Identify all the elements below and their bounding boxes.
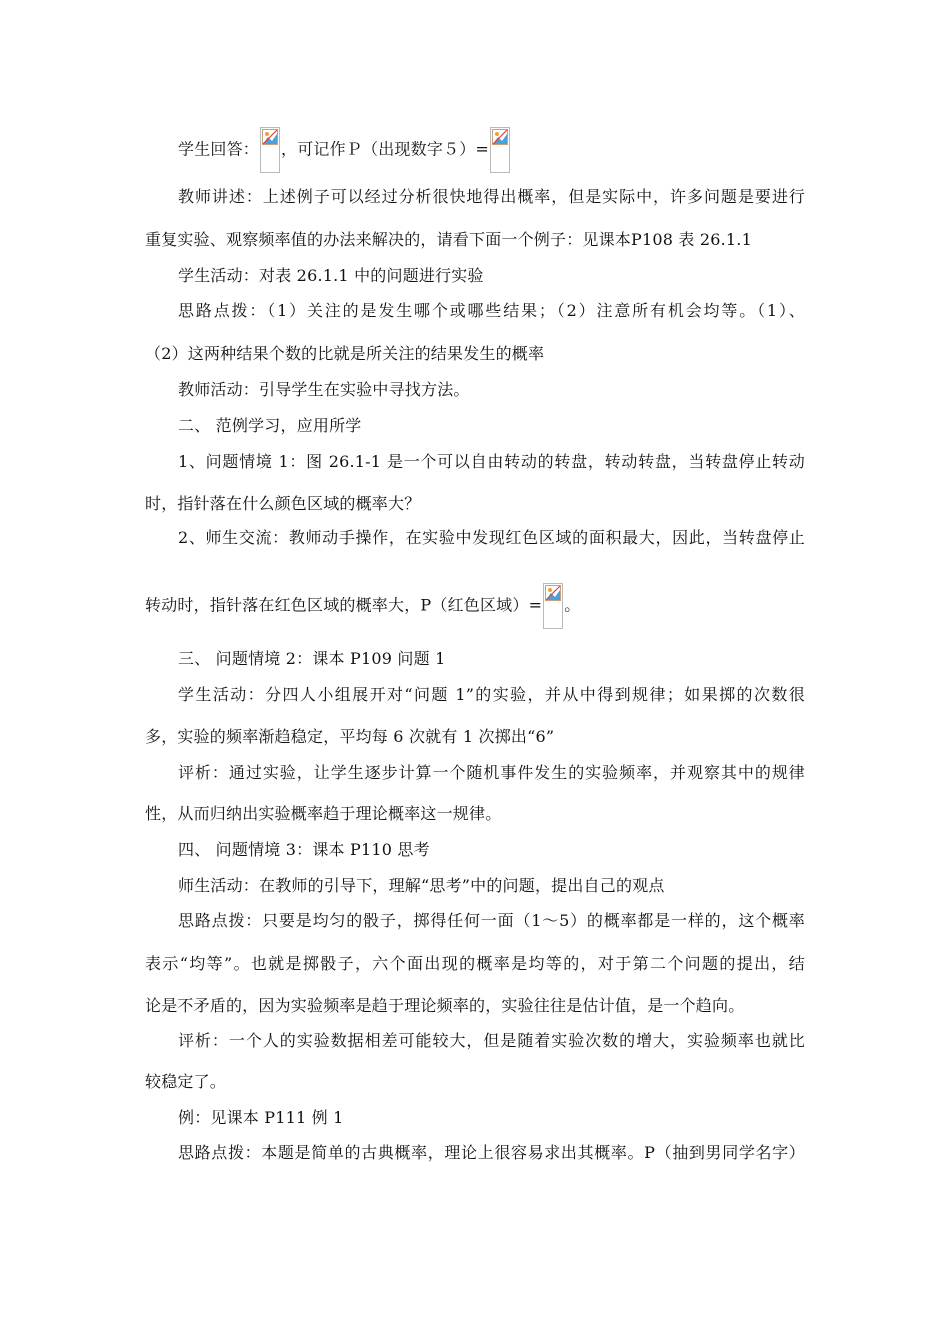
section-heading: 三、 问题情境 2：课本 P109 问题 1 — [178, 649, 446, 668]
paragraph-line: 1、问题情境 1：图 26.1-1 是一个可以自由转动的转盘，转动转盘，当转盘停止转动 — [178, 452, 805, 471]
paragraph-line: （2）这两种结果个数的比就是所关注的结果发生的概率 — [145, 344, 545, 363]
paragraph-line: 性，从而归纳出实验概率趋于理论概率这一规律。 — [145, 804, 502, 823]
image-placeholder-icon — [262, 129, 278, 145]
image-placeholder-icon — [492, 129, 508, 145]
paragraph-line: 论是不矛盾的，因为实验频率是趋于理论频率的，实验往往是估计值，是一个趋向。 — [145, 996, 745, 1015]
text-run: 学生回答： — [178, 139, 260, 159]
paragraph-line: 多，实验的频率渐趋稳定，平均每 6 次就有 1 次掷出“6” — [145, 727, 555, 746]
section-heading: 四、 问题情境 3：课本 P110 思考 — [178, 840, 430, 859]
paragraph-line: 师生活动：在教师的引导下，理解“思考”中的问题，提出自己的观点 — [178, 876, 665, 895]
section-heading: 二、 范例学习，应用所学 — [178, 416, 362, 435]
paragraph-line: 教师讲述：上述例子可以经过分析很快地得出概率，但是实际中，许多问题是要进行 — [178, 187, 805, 206]
paragraph-line — [145, 583, 580, 629]
paragraph-line: 思路点拨：（1）关注的是发生哪个或哪些结果；（2）注意所有机会均等。（1）、 — [178, 301, 805, 320]
image-placeholder-icon — [545, 585, 561, 601]
paragraph-line: 学生活动：分四人小组展开对“问题 1”的实验，并从中得到规律；如果掷的次数很 — [178, 685, 805, 704]
paragraph-line: 2、师生交流：教师动手操作，在实验中发现红色区域的面积最大，因此，当转盘停止 — [178, 528, 805, 547]
text-run: 转动时，指针落在红色区域的概率大，P（红色区域）= — [145, 595, 543, 615]
paragraph-line: 时，指针落在什么颜色区域的概率大？ — [145, 494, 421, 513]
paragraph-line: 学生活动：对表 26.1.1 中的问题进行实验 — [178, 266, 484, 285]
paragraph-line: 例：见课本 P111 例 1 — [178, 1108, 344, 1127]
paragraph-line: 重复实验、观察频率值的办法来解决的，请看下面一个例子：见课本P108 表 26.1.1 — [145, 230, 752, 249]
paragraph-line: 评析：一个人的实验数据相差可能较大，但是随着实验次数的增大，实验频率也就比 — [178, 1031, 805, 1050]
paragraph-line: 较稳定了。 — [145, 1072, 227, 1091]
paragraph-line: 思路点拨：只要是均匀的骰子，掷得任何一面（1～5）的概率都是一样的，这个概率 — [178, 911, 805, 930]
paragraph-line: 教师活动：引导学生在实验中寻找方法。 — [178, 380, 470, 399]
paragraph-line — [178, 127, 511, 173]
broken-image-icon — [543, 583, 563, 629]
text-run: 。 — [564, 595, 581, 615]
broken-image-icon — [260, 127, 280, 173]
paragraph-line: 表示“均等”。也就是掷骰子，六个面出现的概率是均等的，对于第二个问题的提出，结 — [145, 954, 805, 973]
paragraph-line: 评析：通过实验，让学生逐步计算一个随机事件发生的实验频率，并观察其中的规律 — [178, 763, 805, 782]
paragraph-line: 思路点拨：本题是简单的古典概率，理论上很容易求出其概率。P（抽到男同学名字） — [178, 1143, 805, 1162]
broken-image-icon — [490, 127, 510, 173]
text-run: ，可记作Ｐ（出现数字５）= — [281, 139, 490, 159]
